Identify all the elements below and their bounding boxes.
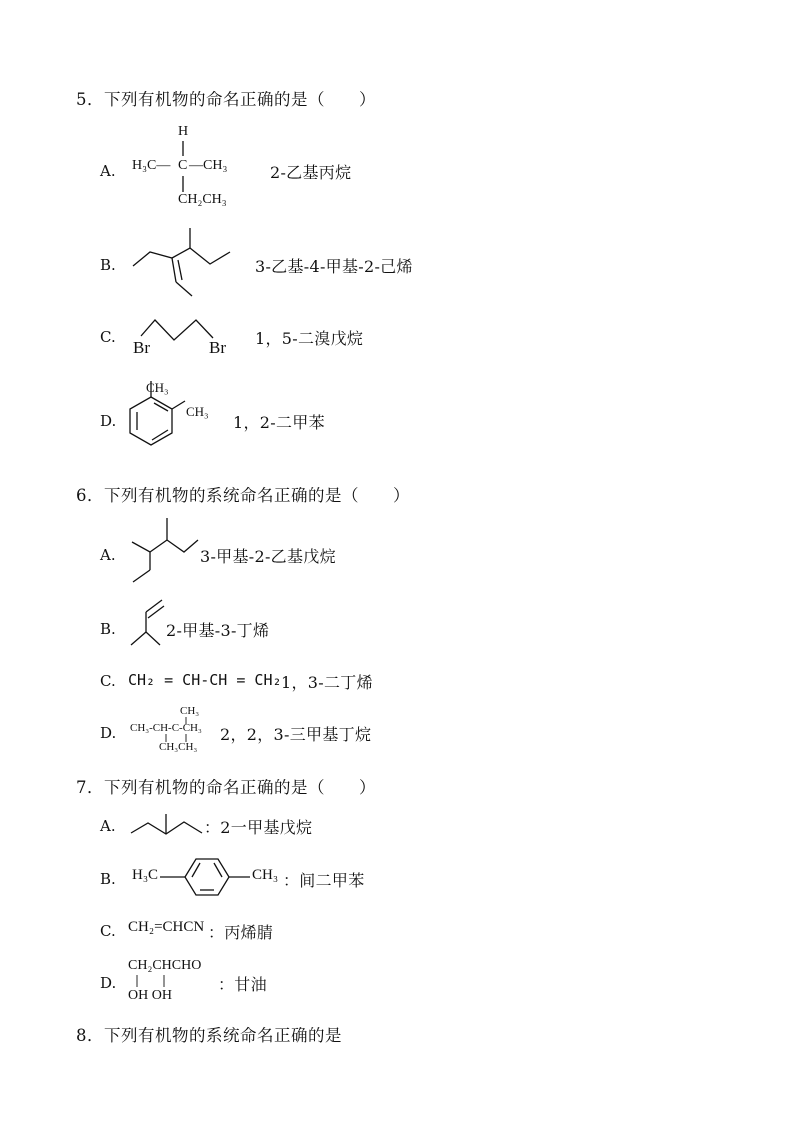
- q7-option-c-name: ：丙烯腈: [208, 923, 274, 942]
- q6-option-d-name: 2，2，3-三甲基丁烷: [220, 725, 372, 744]
- question-8-stem: 8．下列有机物的系统命名正确的是: [76, 1026, 342, 1045]
- q5-option-c-name: 1，5-二溴戊烷: [255, 329, 364, 348]
- q6-option-d-letter: D.: [100, 724, 117, 742]
- q5a-bottom: CH₂CH₃: [178, 192, 227, 207]
- q6-option-c-letter: C.: [100, 672, 116, 690]
- q5d-methyl-1: CH₃: [146, 380, 169, 395]
- q6-option-a-name: 3-甲基-2-乙基戊烷: [200, 547, 336, 566]
- q5a-h: H: [178, 124, 189, 139]
- q6-option-b-name: 2-甲基-3-丁烯: [166, 621, 270, 640]
- q6d-top: CH₃: [180, 705, 200, 717]
- q6-option-a-letter: A.: [100, 546, 116, 564]
- q6-option-b-letter: B.: [100, 620, 116, 638]
- q5c-br-right: Br: [209, 338, 226, 357]
- q7-option-a-name: ：2一甲基戊烷: [204, 818, 313, 837]
- q7-option-c-letter: C.: [100, 922, 116, 940]
- q7d-bot: OH OH: [128, 988, 172, 1003]
- q6c-formula: CH₂ = CH-CH = CH₂: [128, 671, 282, 689]
- q5-option-a-letter: A.: [100, 162, 116, 180]
- q7-option-b-letter: B.: [100, 870, 116, 888]
- question-7-stem: 7．下列有机物的命名正确的是（ ）: [76, 778, 376, 797]
- q5-option-a-name: 2-乙基丙烷: [270, 163, 352, 182]
- q5-option-d-letter: D.: [100, 412, 117, 430]
- q6d-bot: CH₃CH₃: [159, 741, 198, 753]
- q7-option-a-letter: A.: [100, 817, 116, 835]
- q7-option-d-name: ：甘油: [218, 975, 267, 994]
- q5a-center: C: [178, 158, 188, 173]
- q6-option-c-name: 1，3-二丁烯: [281, 673, 373, 692]
- question-6-stem: 6．下列有机物的系统命名正确的是（ ）: [76, 486, 410, 505]
- q7c-formula: CH₂=CHCN: [128, 919, 205, 935]
- q5-option-c-letter: C.: [100, 328, 116, 346]
- q7-option-d-letter: D.: [100, 974, 117, 992]
- q7-option-b-name: ：间二甲苯: [283, 871, 365, 890]
- q7b-left: H₃C: [132, 867, 159, 883]
- q5-option-b-letter: B.: [100, 256, 116, 274]
- q6d-mid: CH₃-CH-C-CH₃: [130, 722, 202, 734]
- q5a-right: —CH₃: [189, 158, 228, 173]
- q5-option-b-name: 3-乙基-4-甲基-2-己烯: [255, 257, 413, 276]
- q7b-right: CH₃: [252, 867, 279, 883]
- q5c-br-left: Br: [133, 338, 150, 357]
- q5d-methyl-2: CH₃: [186, 404, 209, 419]
- q5-option-d-name: 1，2-二甲苯: [233, 413, 325, 432]
- question-5-stem: 5．下列有机物的命名正确的是（ ）: [76, 90, 376, 109]
- q7d-top: CH₂CHCHO: [128, 958, 202, 973]
- q5a-left: H₃C—: [132, 158, 171, 173]
